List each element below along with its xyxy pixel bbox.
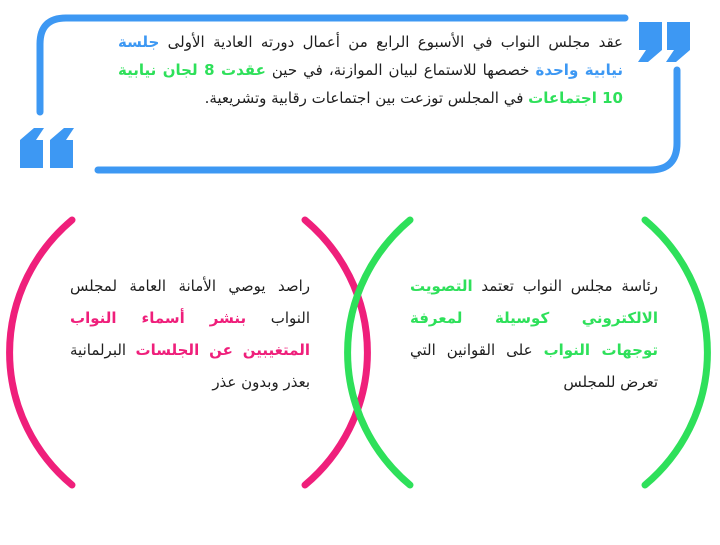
quote-close-icon [638,22,690,62]
quote-text [118,28,623,112]
voting-card [410,270,658,398]
green-arc-left [348,220,410,485]
card-left-part-2: البرلمانية بعذر وبدون عذر [70,341,310,391]
card-right-part-2: على القوانين التي تعرض للمجلس [410,341,658,391]
card-left-part-1: راصد يوصي الأمانة العامة لمجلس النواب [70,277,310,327]
quote-highlight-committees: عقدت 8 لجان نيابية 10 اجتماعات [118,61,623,107]
card-left-highlight: بنشر أسماء النواب المتغيبين عن الجلسات [70,309,310,359]
card-right-part-1: رئاسة مجلس النواب تعتمد [472,277,658,295]
card-right-highlight: التصويت الالكتروني كوسيلة لمعرفة توجهات النواب [410,277,658,359]
recommendation-card [70,270,310,398]
pink-arc-right [305,220,367,485]
quote-part-3: في المجلس توزعت بين اجتماعات رقابية وتشريعية. [204,89,529,107]
quote-part-2: خصصها للاستماع لبيان الموازنة، في حين [265,61,536,79]
quote-highlight-sessions: جلسة نيابية واحدة [118,33,624,79]
quote-open-icon [20,128,74,168]
pink-arc-left [10,220,72,485]
quote-part-1: عقد مجلس النواب في الأسبوع الرابع من أعمال دورته العادية الأولى [159,33,623,51]
